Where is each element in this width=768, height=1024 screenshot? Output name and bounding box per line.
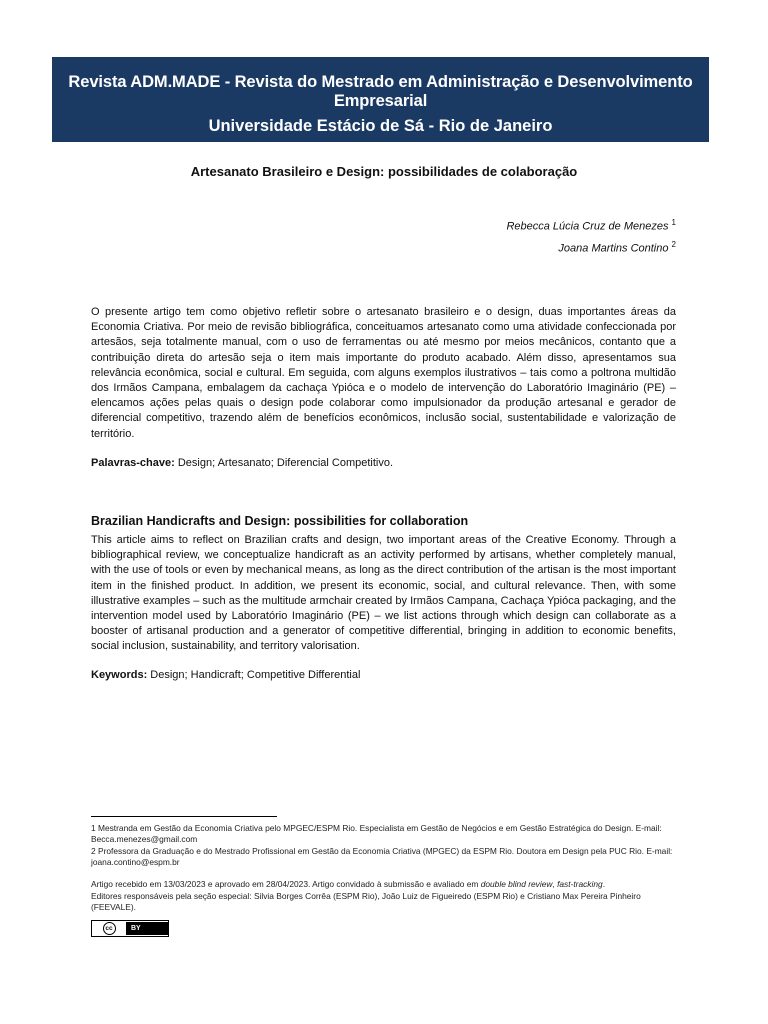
fast-tracking: fast-tracking [557, 879, 603, 889]
keywords-en [91, 669, 360, 681]
cc-icon [92, 922, 127, 935]
cc-label: cc [103, 922, 116, 935]
author-1-name: Rebecca Lúcia Cruz de Menezes [506, 220, 669, 233]
cc-by-license-badge [91, 920, 169, 937]
keywords-pt-label: Palavras-chave: [91, 457, 175, 469]
footnote-1: 1 Mestranda em Gestão da Economia Criativa pelo MPGEC/ESPM Rio. Especialista em Gestão de Negócios e em Gestão Estratégica do Design. E-mail: Becca.menezes@gmail.com [91, 823, 662, 845]
by-label: BY [127, 922, 168, 935]
footnote-divider [91, 816, 277, 817]
article-title-pt: Artesanato Brasileiro e Design: possibilidades de colaboração [190, 164, 578, 179]
article-title-en: Brazilian Handicrafts and Design: possibilities for collaboration [91, 514, 469, 528]
authors-block [506, 214, 676, 257]
submission-note-text: Artigo recebido em 13/03/2023 e aprovado em 28/04/2023. Artigo convidado à submissão e avaliado em [91, 879, 481, 889]
author-1-footnote-mark: 1 [671, 218, 676, 227]
keywords-en-value: Design; Handicraft; Competitive Differential [147, 669, 361, 681]
journal-title: Revista ADM.MADE - Revista do Mestrado em Administração e Desenvolvimento Empresarial [68, 73, 693, 110]
submission-note [91, 879, 676, 890]
abstract-pt: O presente artigo tem como objetivo refletir sobre o artesanato brasileiro e o design, duas importantes áreas da Economia Criativa. Por meio de revisão bibliográfica, conceituamos artesanato como uma atividade confeccionada por artesãos, seja totalmente manual, com o uso de ferramentas ou até mesmo por meios mecânicos, contanto que a contribuição direta do artesão seja o item mais importante do produto acabado. Além disso, apresentamos sua relevância econômica, social e cultural. Em seguida, com alguns exemplos ilustrativos – tais como a poltrona multidão dos Irmãos Campana, embalagem da cachaça Ypióca e o modelo de intervenção do Laboratório Imaginário (PE) – elencamos ações pelas quais o design pode colaborar como impulsionador da produção artesanal e gerador de diferencial competitivo, trazendo além de benefícios econômicos, inclusão social, sustentabilidade e valorização de território. [91, 306, 676, 440]
submission-separator: , [552, 879, 558, 889]
footnote-2: 2 Professora da Graduação e do Mestrado Profissional em Gestão da Economia Criativa (MPGEC) da ESPM Rio. Doutora em Design pela PUC Rio. E-mail: joana.contino@espm.br [91, 846, 673, 868]
university-name: Universidade Estácio de Sá - Rio de Janeiro [208, 117, 553, 135]
submission-end: . [602, 879, 606, 889]
author-2-name: Joana Martins Contino [558, 242, 669, 255]
keywords-en-label: Keywords: [91, 669, 148, 681]
review-type: double blind review [480, 879, 553, 889]
author-1 [506, 214, 676, 236]
author-2-footnote-mark: 2 [671, 239, 676, 249]
editors-note: Editores responsáveis pela seção especial: Silvia Borges Corrêa (ESPM Rio), João Luiz de Figueiredo (ESPM Rio) e Cristiano Max Pereira Pinheiro (FEEVALE). [91, 891, 641, 913]
author-2 [506, 236, 676, 258]
journal-header [52, 57, 709, 153]
abstract-en: This article aims to reflect on Brazilian crafts and design, two important areas of the Creative Economy. Through a bibliographical review, we conceptualize handicraft as an activity performed by artisans, whether completely manual, with the use of tools or even by mechanical means, as long as the direct contribution of the artisan is the most important item in the finished product. In addition, we present its economic, social, and cultural relevance. Then, with some illustrative examples – such as the multitude armchair created by Irmãos Campana, Cachaça Ypióca packaging, and the intervention model used by Laboratório Imaginário (PE) – we list actions through which design can collaborate as a booster of artisanal production and a generator of competitive differential, bringing in addition to economic benefits, social inclusion, sustainability, and territory valorisation. [91, 534, 676, 653]
keywords-pt-value: Design; Artesanato; Diferencial Competitivo. [174, 457, 394, 469]
keywords-pt [91, 457, 393, 469]
issn: ISSN 2237-5139 [339, 141, 422, 153]
